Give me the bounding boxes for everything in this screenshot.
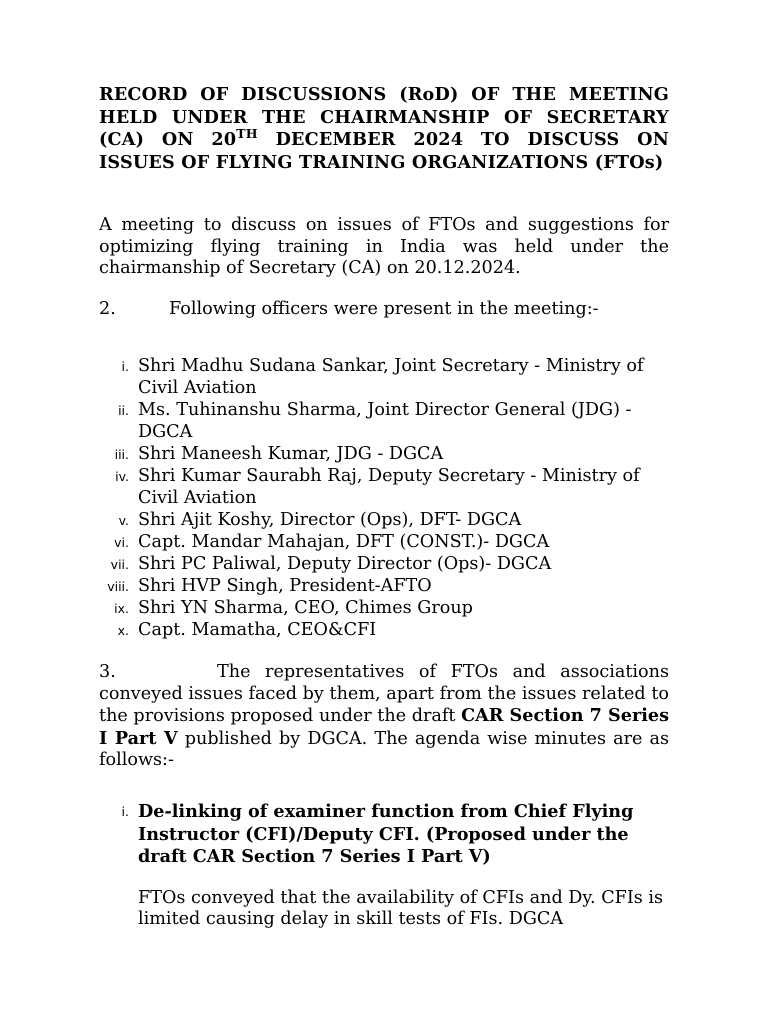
list-marker: i.: [121, 359, 129, 374]
paragraph-text-before: The representatives of FTOs and associations conveyed issues faced by them, apart from the issues related to the provisions proposed under the draft: [99, 662, 669, 726]
agenda-marker: i.: [121, 804, 129, 819]
agenda-heading: De-linking of examiner function from Chief Flying Instructor (CFI)/Deputy CFI. (Proposed under the draft CAR Section 7 Series I Part V): [138, 801, 634, 867]
list-item-text: Shri YN Sharma, CEO, Chimes Group: [138, 598, 473, 618]
list-item-text: Ms. Tuhinanshu Sharma, Joint Director General (JDG) - DGCA: [138, 400, 632, 442]
list-item: [99, 619, 669, 641]
officers-list: [99, 355, 669, 641]
list-item: [99, 355, 669, 399]
intro-paragraph: A meeting to discuss on issues of FTOs and suggestions for optimizing flying training in India was held under the chairmanship of Secretary (CA) on 20.12.2024.: [99, 215, 669, 278]
list-marker: viii.: [107, 579, 129, 594]
title-superscript: TH: [236, 126, 258, 141]
list-item-text: Shri HVP Singh, President-AFTO: [138, 576, 432, 596]
list-marker: vii.: [110, 557, 129, 572]
paragraph-number: 3.: [99, 662, 116, 682]
list-item-text: Shri PC Paliwal, Deputy Director (Ops)- DGCA: [138, 554, 552, 574]
list-item: [99, 399, 669, 443]
list-item: [99, 575, 669, 597]
paragraph-text: Following officers were present in the meeting:-: [169, 299, 599, 319]
paragraph-3: [99, 662, 669, 772]
list-item-text: Shri Ajit Koshy, Director (Ops), DFT- DGCA: [138, 510, 522, 530]
paragraph-2: [99, 299, 669, 321]
list-marker: vi.: [114, 535, 129, 550]
list-item-text: Capt. Mandar Mahajan, DFT (CONST.)- DGCA: [138, 532, 550, 552]
list-item-text: Capt. Mamatha, CEO&CFI: [138, 620, 377, 640]
agenda-section: [99, 801, 669, 931]
list-marker: ix.: [114, 601, 129, 616]
list-item: [99, 465, 669, 509]
title-part-1: RECORD OF DISCUSSIONS (RoD) OF THE MEETING HELD UNDER THE CHAIRMANSHIP OF SECRETARY (CA) ON 20: [99, 84, 669, 150]
paragraph-text-after: published by DGCA. The agenda wise minutes are as follows:-: [99, 728, 670, 770]
paragraph-bold-reference: CAR Section 7 Series I Part V: [99, 705, 670, 749]
list-item: [99, 597, 669, 619]
list-marker: iv.: [115, 469, 129, 484]
agenda-item: [99, 801, 669, 869]
list-item: [99, 553, 669, 575]
list-marker: iii.: [114, 447, 129, 462]
list-item-text: Shri Kumar Saurabh Raj, Deputy Secretary - Ministry of Civil Aviation: [138, 466, 640, 508]
paragraph-number: 2.: [99, 299, 116, 319]
list-item-text: Shri Madhu Sudana Sankar, Joint Secretary - Ministry of Civil Aviation: [138, 356, 644, 398]
title-part-2: DECEMBER 2024 TO DISCUSS ON ISSUES OF FLYING TRAINING ORGANIZATIONS (FTOs): [99, 129, 669, 173]
list-marker: x.: [117, 623, 129, 638]
list-item: [99, 531, 669, 553]
list-item: [99, 443, 669, 465]
agenda-body: FTOs conveyed that the availability of CFIs and Dy. CFIs is limited causing delay in skill tests of FIs. DGCA: [138, 887, 664, 929]
list-item-text: Shri Maneesh Kumar, JDG - DGCA: [138, 444, 444, 464]
list-marker: v.: [118, 513, 129, 528]
list-marker: ii.: [118, 403, 129, 418]
document-title: [99, 84, 669, 174]
list-item: [99, 509, 669, 531]
